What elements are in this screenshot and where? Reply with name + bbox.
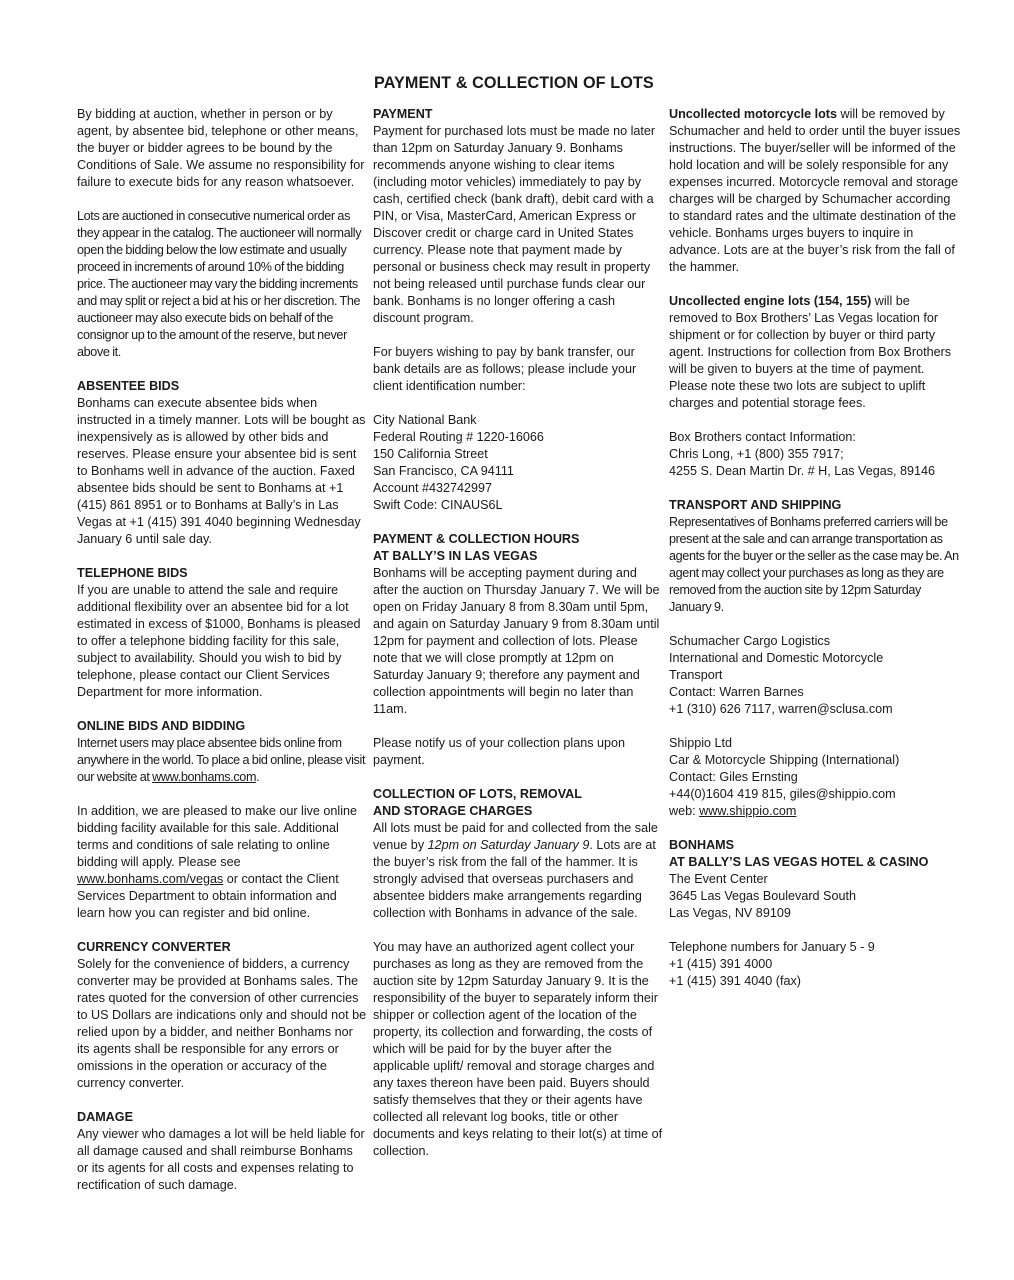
bank-detail-line: Swift Code: CINAUS6L <box>373 498 503 512</box>
bonhams-website-link[interactable]: www.bonhams.com <box>152 770 257 784</box>
bank-detail-line: Account #432742997 <box>373 481 493 495</box>
motorcycle-lots-lead: Uncollected motorcycle lots <box>669 107 837 121</box>
shippio-line: Shippio Ltd <box>669 736 733 750</box>
box-brothers-contact <box>669 429 961 480</box>
intro-paragraph: By bidding at auction, whether in person or by agent, by absentee bid, telephone or other means, the buyer or bidder agrees to be bound by the Conditions of Sale. We assume no responsibility for failure to execute bids for any reason whatsoever. <box>77 107 365 189</box>
currency-converter-heading: CURRENCY CONVERTER <box>77 940 231 954</box>
absentee-bids-body: Bonhams can execute absentee bids when instructed in a timely manner. Lots will be bought as inexpensively as is allowed by other bids and reserves. Please ensure your absentee bid is sent to Bonhams well in advance of the auction. Faxed absentee bids should be sent to Bonhams at +1 (415) 861 8951 or to Bonhams at Bally’s in Las Vegas at +1 (415) 391 4040 beginning Wednesday January 6 until sale day. <box>77 396 366 546</box>
telephone-line: +1 (415) 391 4040 (fax) <box>669 974 801 988</box>
collection-deadline: 12pm on Saturday January 9 <box>427 838 590 852</box>
telephone-bids-body: If you are unable to attend the sale and require additional flexibility over an absentee bid for a lot estimated in excess of $1000, Bonhams is pleased to offer a telephone bidding facility for this sale, subject to availability. Should you wish to bid by telephone, please contact our Client Services Department for more information. <box>77 583 361 699</box>
collection-hours-heading-line: PAYMENT & COLLECTION HOURS <box>373 532 580 546</box>
collection-hours-heading <box>373 531 663 565</box>
shippio-web-label: web: <box>669 804 700 818</box>
bank-detail-line: 150 California Street <box>373 447 488 461</box>
box-brothers-line: Chris Long, +1 (800) 355 7917; <box>669 447 844 461</box>
box-brothers-line: Box Brothers contact Information: <box>669 430 856 444</box>
online-bids-body <box>77 735 367 786</box>
motorcycle-lots-text: will be removed by Schumacher and held to order until the buyer issues instructions. The buyer/seller will be informed of the hold location and will be solely responsible for any expenses incurred. Motorcycle removal and storage charges will be charged by Schumacher according to standard rates and the ultimate destination of the vehicle. Bonhams urges buyers to inquire in advance. Lots are at the buyer’s risk from the fall of the hammer. <box>669 107 961 274</box>
shippio-line: Car & Motorcycle Shipping (International) <box>669 753 900 767</box>
shippio-contact <box>669 735 961 820</box>
shippio-line: Contact: Giles Ernsting <box>669 770 798 784</box>
bank-details <box>373 412 663 514</box>
payment-heading: PAYMENT <box>373 107 433 121</box>
collection-text: All lots must be paid for and collected from the sale venue by <box>373 821 658 852</box>
column-middle <box>373 106 663 1177</box>
page-title: PAYMENT & COLLECTION OF LOTS <box>374 74 654 92</box>
authorized-agent-body: You may have an authorized agent collect your purchases as long as they are removed from the auction site by 12pm Saturday January 9. It is the responsibility of the buyer to separately inform their shipper or collection agent of the location of the property, its collection and forwarding, the costs of which will be paid for by the buyer after the applicable uplift/ removal and storage charges and any taxes thereon have been paid. Buyers should satisfy themselves that they or their agents have collected all relevant log books, title or other documents and keys relating to their lot(s) at time of collection. <box>373 940 663 1158</box>
venue-heading <box>669 837 961 871</box>
telephone-line: Telephone numbers for January 5 - 9 <box>669 940 875 954</box>
venue-address-line: Las Vegas, NV 89109 <box>669 906 791 920</box>
shippio-line: +44(0)1604 419 815, giles@shippio.com <box>669 787 896 801</box>
venue-heading-line: AT BALLY’S LAS VEGAS HOTEL & CASINO <box>669 855 929 869</box>
schumacher-line: Contact: Warren Barnes <box>669 685 804 699</box>
bank-detail-line: San Francisco, CA 94111 <box>373 464 514 478</box>
schumacher-contact <box>669 633 961 718</box>
collection-heading <box>373 786 663 820</box>
bonhams-vegas-link[interactable]: www.bonhams.com/vegas <box>77 872 224 886</box>
payment-body: Payment for purchased lots must be made no later than 12pm on Saturday January 9. Bonhams recommends anyone wishing to clear items (including motor vehicles) immediately to pay by cash, certified check (bank draft), debit card with a PIN, or Visa, MasterCard, American Express or Discover credit or charge card in United States currency. Please note that payment made by personal or business check may result in property not being released until purchase funds clear our bank. Bonhams is no longer offering a cash discount program. <box>373 124 656 325</box>
online-live-bidding-body <box>77 803 367 922</box>
currency-converter-body: Solely for the convenience of bidders, a currency converter may be provided at Bonhams sales. The rates quoted for the conversion of other currencies to US Dollars are indications only and should not be relied upon by a bidder, and neither Bonhams nor its agents shall be responsible for any errors or omissions in the operation or accuracy of the currency converter. <box>77 957 367 1090</box>
schumacher-line: International and Domestic Motorcycle <box>669 651 884 665</box>
venue-address-line: 3645 Las Vegas Boulevard South <box>669 889 856 903</box>
damage-body: Any viewer who damages a lot will be held liable for all damage caused and shall reimburse Bonhams or its agents for all costs and expenses relating to rectification of such damage. <box>77 1127 365 1192</box>
bank-transfer-body: For buyers wishing to pay by bank transfer, our bank details are as follows; please include your client identification number: <box>373 345 637 393</box>
schumacher-line: +1 (310) 626 7117, warren@sclusa.com <box>669 702 893 716</box>
collection-hours-heading-line: AT BALLY’S IN LAS VEGAS <box>373 549 538 563</box>
damage-heading: DAMAGE <box>77 1110 133 1124</box>
online-bids-text-end: . <box>256 770 260 784</box>
venue-address-line: The Event Center <box>669 872 768 886</box>
collection-body <box>373 820 663 922</box>
collection-hours-body: Bonhams will be accepting payment during and after the auction on Thursday January 7. We will be open on Friday January 8 from 8.30am until 5pm, and again on Saturday January 9 from 8.30am until 12pm for payment and collection of lots. Please note that we will close promptly at 12pm on Saturday January 9; therefore any payment and collection appointments will begin no later than 11am. <box>373 566 660 716</box>
column-left <box>77 106 367 1211</box>
engine-lots-lead: Uncollected engine lots (154, 155) <box>669 294 872 308</box>
absentee-bids-heading: ABSENTEE BIDS <box>77 379 180 393</box>
telephone-line: +1 (415) 391 4000 <box>669 957 773 971</box>
collection-text-end: . Lots are at the buyer’s risk from the fall of the hammer. It is strongly advised that overseas purchasers and absentee bidders make arrangements regarding collection with Bonhams in advance of the sale. <box>373 838 656 920</box>
collection-heading-line: AND STORAGE CHARGES <box>373 804 533 818</box>
transport-heading: TRANSPORT AND SHIPPING <box>669 498 842 512</box>
engine-lots-text: will be removed to Box Brothers’ Las Vegas location for shipment or for collection by buyer or third party agent. Instructions for collection from Box Brothers will be given to buyers at the time of payment. Please note these two lots are subject to uplift charges and potential storage fees. <box>669 294 952 410</box>
shippio-web-line <box>669 803 961 820</box>
telephone-numbers <box>669 939 961 990</box>
online-live-text: In addition, we are pleased to make our live online bidding facility available for this sale. Additional terms and conditions of sale relating to online bidding will apply. Please see <box>77 804 358 869</box>
venue-heading-line: BONHAMS <box>669 838 735 852</box>
notify-body: Please notify us of your collection plans upon payment. <box>373 736 626 767</box>
venue-address <box>669 871 961 922</box>
online-live-text-end: or contact the Client Services Department to obtain information and learn how you can register and bid online. <box>77 872 339 920</box>
bank-detail-line: Federal Routing # 1220-16066 <box>373 430 544 444</box>
engine-lots-body <box>669 293 961 412</box>
intro-paragraph-order: Lots are auctioned in consecutive numerical order as they appear in the catalog. The auctioneer will normally open the bidding below the low estimate and usually proceed in increments of around 10% of the bidding price. The auctioneer may vary the bidding increments and may split or reject a bid at his or her discretion. The auctioneer may also execute bids on behalf of the consignor up to the amount of the reserve, but never above it. <box>77 209 362 359</box>
box-brothers-line: 4255 S. Dean Martin Dr. # H, Las Vegas, 89146 <box>669 464 936 478</box>
collection-heading-line: COLLECTION OF LOTS, REMOVAL <box>373 787 582 801</box>
schumacher-line: Schumacher Cargo Logistics <box>669 634 830 648</box>
motorcycle-lots-body <box>669 106 961 276</box>
online-bids-heading: ONLINE BIDS AND BIDDING <box>77 719 246 733</box>
transport-body: Representatives of Bonhams preferred carriers will be present at the sale and can arrange transportation as agents for the buyer or the seller as the case may be. An agent may collect your purchases as long as they are removed from the auction site by 12pm Saturday January 9. <box>669 515 959 614</box>
telephone-bids-heading: TELEPHONE BIDS <box>77 566 188 580</box>
bank-detail-line: City National Bank <box>373 413 477 427</box>
schumacher-line: Transport <box>669 668 723 682</box>
shippio-website-link[interactable]: www.shippio.com <box>699 804 797 818</box>
online-bids-text: Internet users may place absentee bids online from anywhere in the world. To place a bid online, please visit our website at <box>77 736 366 784</box>
column-right <box>669 106 961 1007</box>
